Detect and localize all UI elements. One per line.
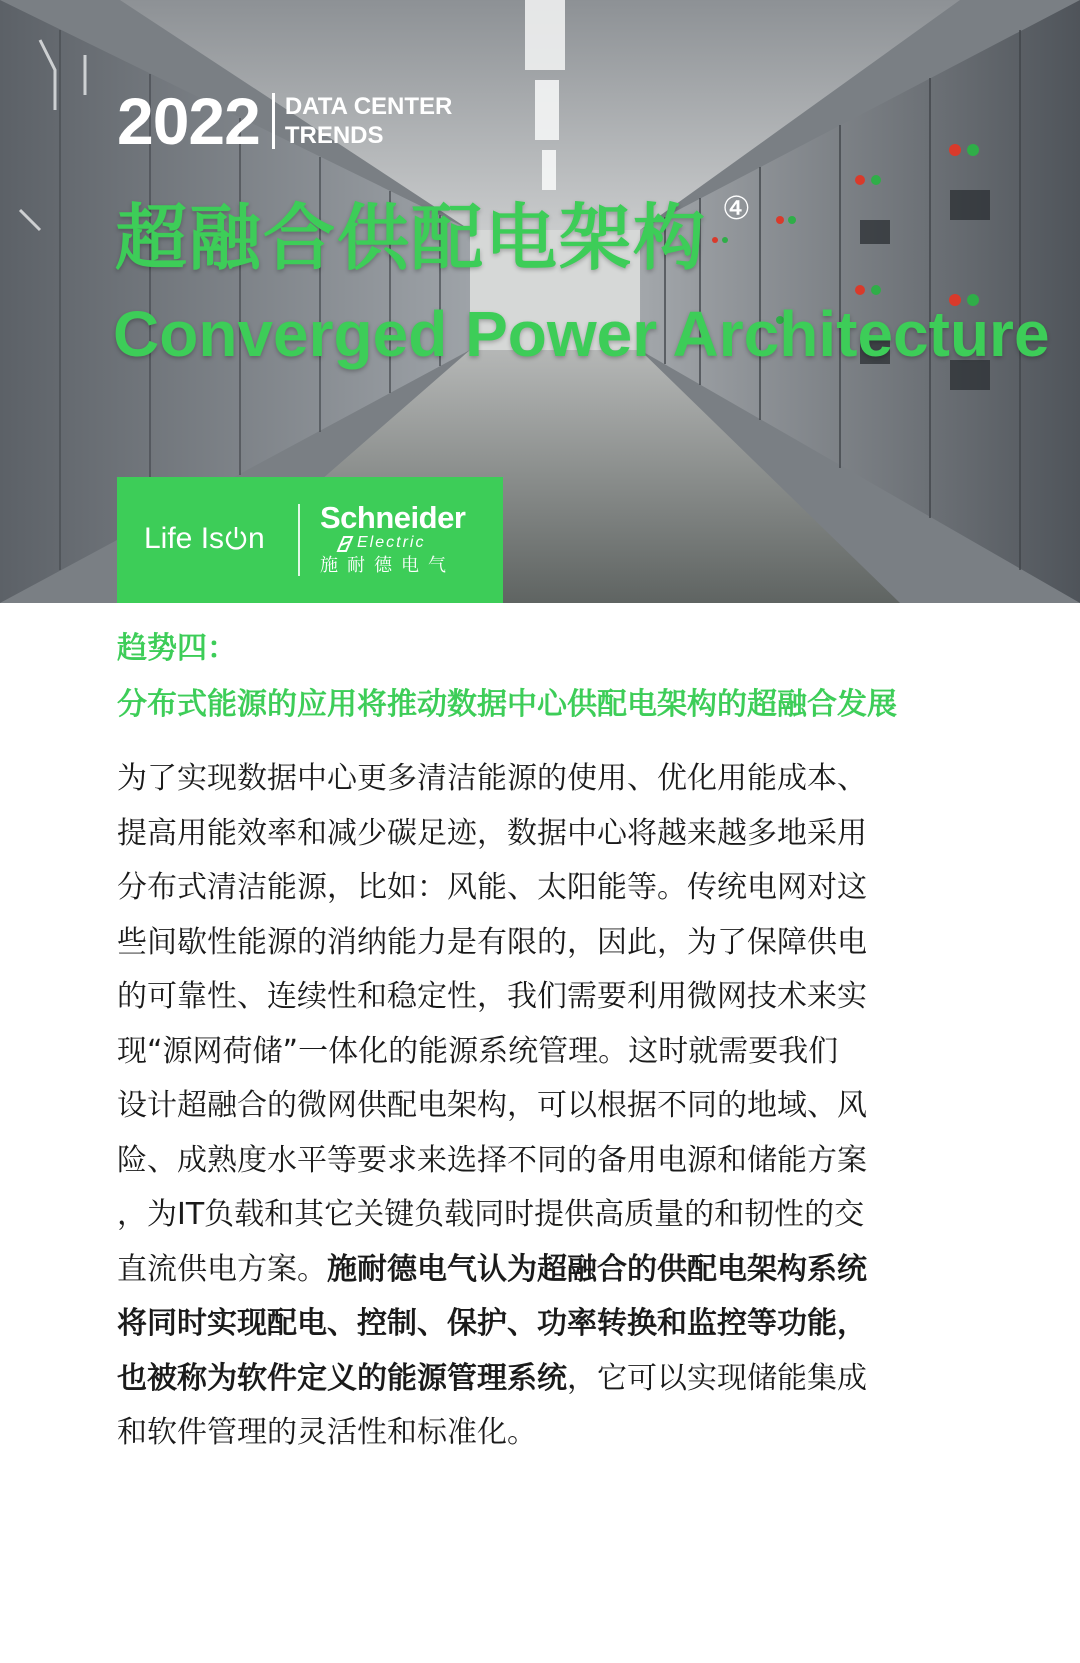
power-icon (225, 526, 247, 552)
body-text-normal: ，它可以实现储能集成 (567, 1360, 867, 1396)
body-line: 提高用能效率和减少碳足迹，数据中心将越来越多地采用 (117, 815, 867, 851)
hero-banner (0, 0, 1080, 603)
body-line: 分布式清洁能源，比如：风能、太阳能等。传统电网对这 (117, 870, 867, 905)
brand-divider (298, 504, 300, 576)
body-line (117, 1352, 977, 1407)
body-line: 设计超融合的微网供配电架构，可以根据不同的地域、风 (117, 1088, 867, 1123)
body-text-normal: 直流供电方案。 (117, 1251, 327, 1287)
trend-tag (285, 92, 453, 150)
body-line: 和软件管理的灵活性和标准化。 (117, 1415, 537, 1450)
body-line: 的可靠性、连续性和稳定性，我们需要利用微网技术来实 (117, 979, 867, 1014)
slogan (144, 522, 265, 556)
brand-name: Schneider (320, 500, 466, 535)
title-number: ④ (722, 189, 751, 227)
title-chinese: 超融合供配电架构 (115, 196, 708, 280)
year-divider (272, 93, 275, 149)
body-line: 些间歇性能源的消纳能力是有限的，因此，为了保障供电 (117, 924, 867, 960)
brand-logo-box (117, 477, 503, 603)
body-line: 现“源网荷储”一体化的能源系统管理。这时就需要我们 (117, 1033, 839, 1069)
title-english: Converged Power Architecture (113, 298, 1050, 370)
body-line: ，为IT负载和其它关键负载同时提供高质量的和韧性的交 (117, 1197, 865, 1232)
trend-label: 趋势四： (117, 631, 237, 666)
body-text-bold: 施耐德电气认为超融合的供配电架构系统 (327, 1251, 867, 1287)
brand-name-chinese: 施耐德电气 (320, 555, 455, 576)
article-body (117, 752, 977, 1461)
schneider-logo-icon (335, 535, 355, 553)
year: 2022 (117, 84, 260, 158)
body-line: 将同时实现配电、控制、保护、功率转换和监控等功能， (117, 1306, 867, 1341)
trend-tag-line2: TRENDS (284, 122, 384, 149)
body-text-bold: 也被称为软件定义的能源管理系统 (117, 1360, 567, 1396)
trend-tag-line1: DATA CENTER (284, 93, 453, 120)
body-line (117, 1243, 977, 1298)
body-line: 为了实现数据中心更多清洁能源的使用、优化用能成本、 (117, 761, 867, 796)
slogan-text-1: Life Is (144, 522, 225, 555)
body-line: 险、成熟度水平等要求来选择不同的备用电源和储能方案 (117, 1142, 867, 1178)
slogan-text-2: n (248, 522, 265, 555)
year-header (117, 84, 453, 158)
trend-heading: 分布式能源的应用将推动数据中心供配电架构的超融合发展 (117, 687, 897, 722)
brand-subname: Electric (357, 534, 426, 551)
